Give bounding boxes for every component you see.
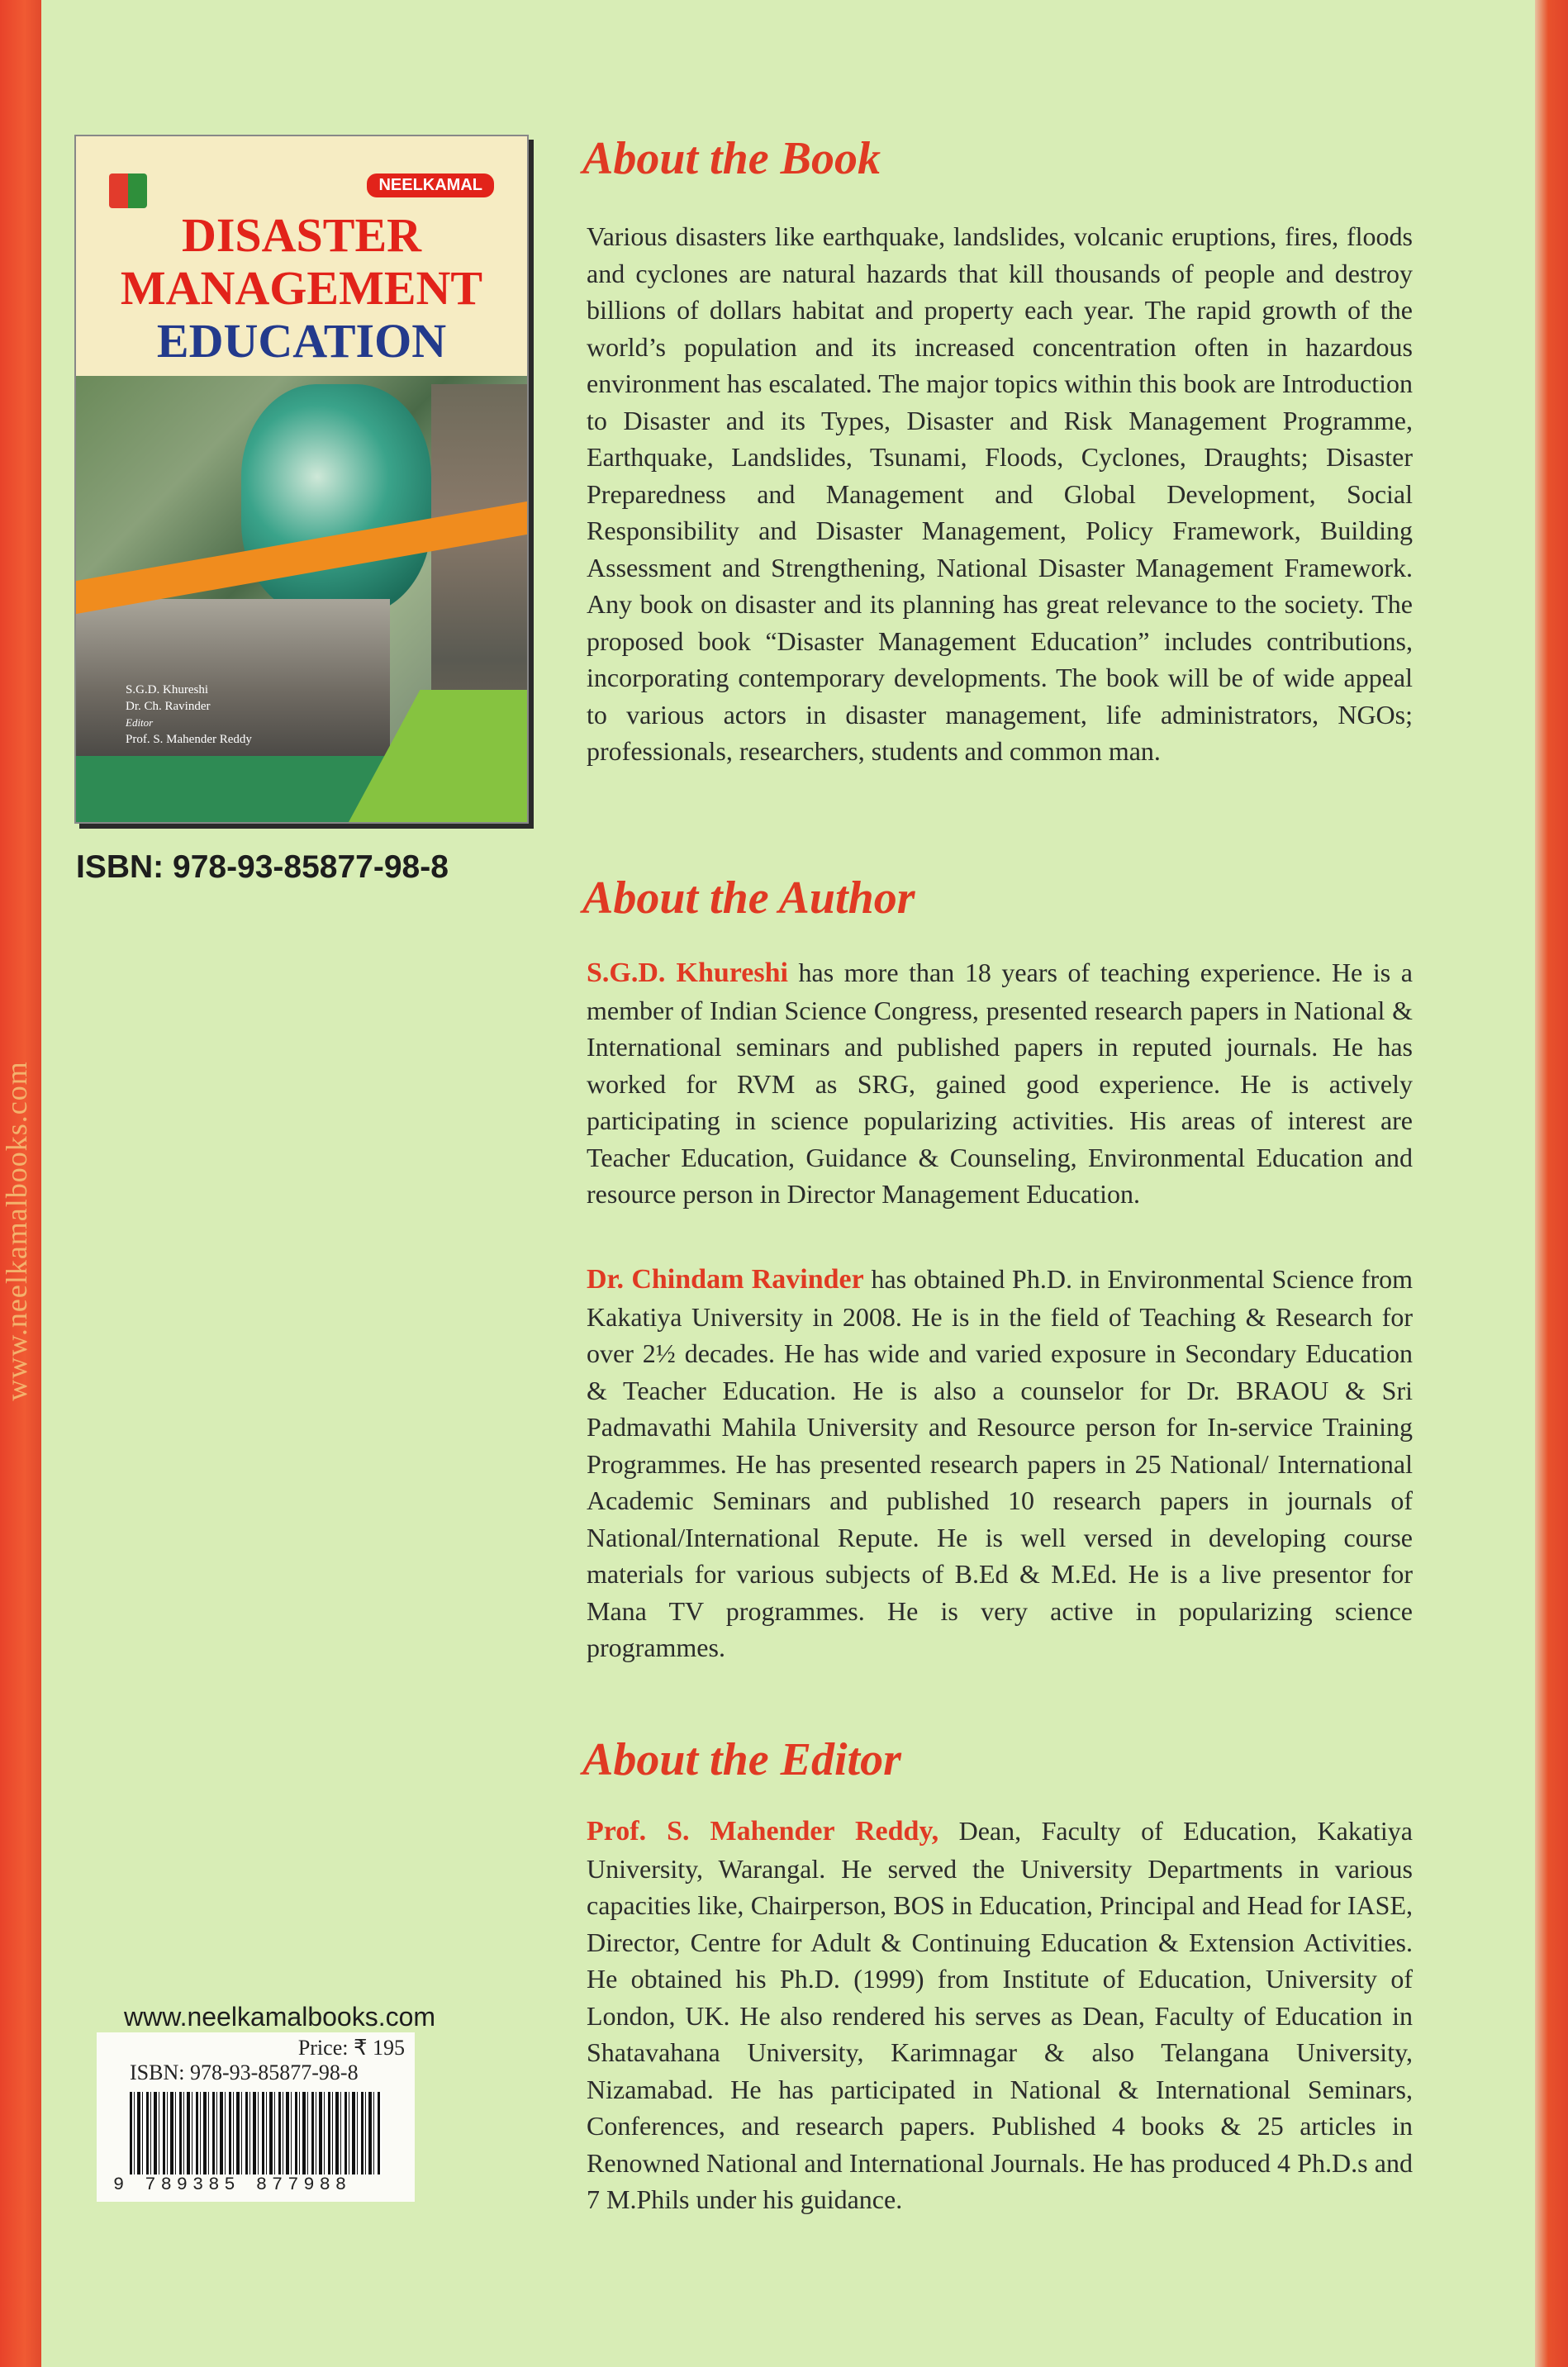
author1-name: S.G.D. Khureshi: [587, 958, 788, 988]
cover-author-2: Dr. Ch. Ravinder: [126, 700, 211, 713]
price: Price: ₹ 195: [297, 2036, 405, 2060]
wave-image: [241, 384, 431, 616]
author2-name: Dr. Chindam Ravinder: [587, 1264, 864, 1295]
barcode-label: [97, 2032, 415, 2202]
cover-editor: Prof. S. Mahender Reddy: [126, 733, 252, 746]
cover-title-line-1: DISASTER: [181, 208, 422, 262]
author2-text: has obtained Ph.D. in Environmental Science from Kakatiya University in 2008. He is in the field of Teaching & Research for over 2½ decades. He has wide and varied exposure in Secondary Education & Teacher Education. He is also a counselor for Dr. BRAOU & Sri Padmavathi Mahila University and Resource person for In-service Training Programmes. He has presented research papers in 25 National/ International Academic Seminars and published 10 research papers in journals of National/International Repute. He is well versed in developing course materials for various subjects of B.Ed & M.Ed. He is a live presentor for Mana TV programmes. He is very active in popularizing science programmes.: [587, 1264, 1414, 1662]
right-edge-strip: [1535, 0, 1568, 2367]
publisher-website: www.neelkamalbooks.com: [124, 2002, 436, 2032]
cover-editor-label: Editor: [126, 716, 154, 729]
front-cover-thumbnail: [74, 135, 529, 824]
editor-text: Dean, Faculty of Education, Kakatiya University, Warangal. He served the University Departments in various capacities like, Chairperson, BOS in Education, Principal and Head for IASE, Director, Centre for Adult & Continuing Education & Extension Activities. He obtained his Ph.D. (1999) from Institute of Education, University of London, UK. He also rendered his serves as Dean, Faculty of Education in Shatavahana University, Karimnagar & also Telangana University, Nizamabad. He has participated in National & International Seminars, Conferences, and research papers. Published 4 books & 25 articles in Renowned National and International Journals. He has produced 4 Ph.D.s and 7 M.Phils under his guidance.: [587, 1816, 1414, 2214]
publisher-badge: NEELKAMAL: [367, 173, 494, 197]
barcode-digits: 9 789385 877988: [113, 2175, 352, 2195]
author1-bio: [587, 954, 1413, 1213]
about-book-heading: About the Book: [582, 133, 881, 184]
cover-author-1: S.G.D. Khureshi: [126, 683, 208, 696]
editor-bio: [587, 1813, 1413, 2218]
cover-credits: [126, 682, 373, 748]
isbn-main: ISBN: 978-93-85877-98-8: [76, 849, 449, 885]
cover-title-line-3: EDUCATION: [156, 314, 447, 368]
about-book-text: Various disasters like earthquake, landslides, volcanic eruptions, fires, floods and cyclones are natural hazards that kill thousands of people and destroy billions of dollars habitat and property each year. The rapid growth of the world’s population and its increased concentration often in hazardous environment has escalated. The major topics within this book are Introduction to Disaster and its Types, Disaster and Risk Management Programme, Earthquake, Landslides, Tsunami, Floods, Cyclones, Draughts; Disaster Preparedness and Management and Global Development, Social Responsibility and Disaster Management, Policy Framework, Building Assessment and Strengthening, National Disaster Management Framework. Any book on disaster and its planning has great relevance to the society. The proposed book “Disaster Management Education” includes contributions, incorporating contemporary developments. The book will be of wide appeal to various actors in disaster management, life administrators, NGOs; professionals, researchers, students and common man.: [587, 221, 1413, 766]
barcode-icon: [130, 2092, 382, 2175]
barcode-isbn: ISBN: 978-93-85877-98-8: [130, 2060, 359, 2084]
author2-bio: [587, 1261, 1413, 1666]
cover-title-line-2: MANAGEMENT: [120, 261, 483, 315]
spine-website: www.neelkamalbooks.com: [0, 1061, 34, 1401]
editor-name: Prof. S. Mahender Reddy,: [587, 1816, 939, 1847]
about-editor-heading: About the Editor: [582, 1734, 901, 1785]
about-author-heading: About the Author: [582, 872, 915, 924]
author1-text: has more than 18 years of teaching experience. He is a member of Indian Science Congress, presented research papers in National & International seminars and published papers in reputed journals. He has worked for RVM as SRG, gained good experience. He is actively participating in science popularizing activities. His areas of interest are Teacher Education, Guidance & Counseling, Environmental Education and resource person in Director Management Education.: [587, 958, 1414, 1209]
publisher-book-icon: [109, 173, 147, 208]
